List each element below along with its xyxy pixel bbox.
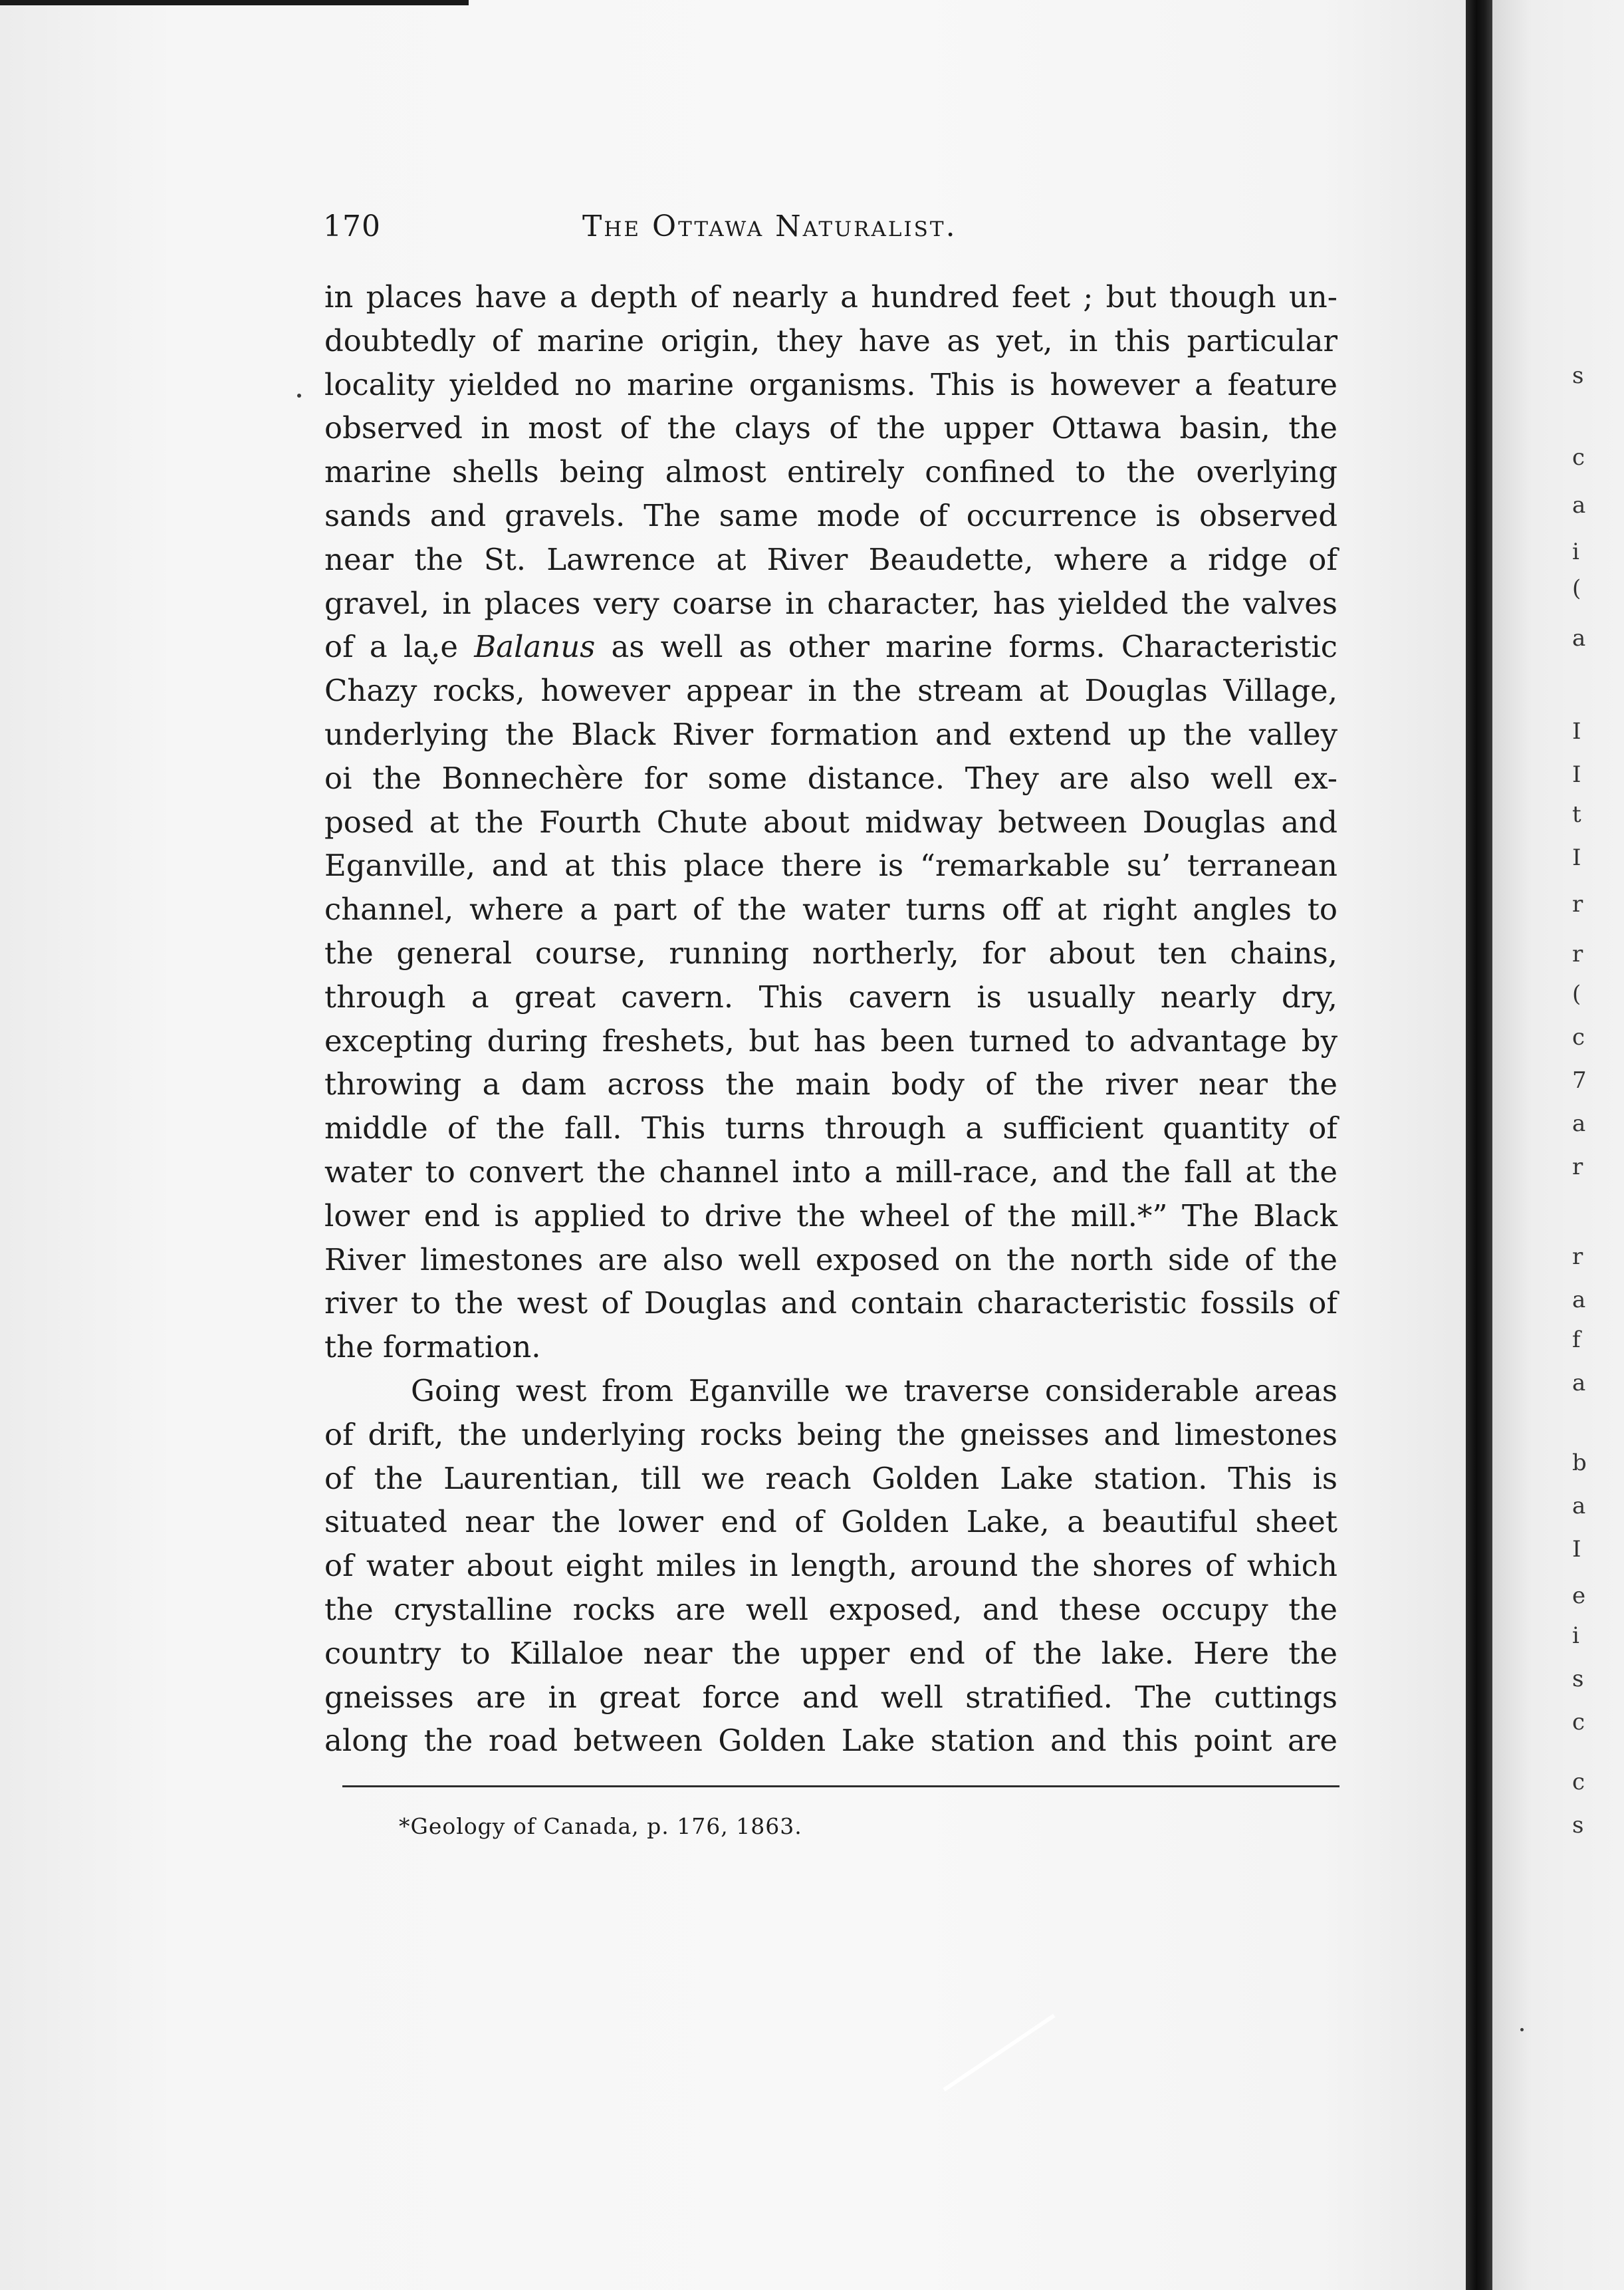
paragraph-2 xyxy=(324,1369,1337,1763)
footnote-rule xyxy=(342,1785,1339,1787)
text-line: the formation. xyxy=(324,1329,541,1365)
facing-page-letter: a xyxy=(1572,625,1586,652)
footnote: *Geology of Canada, p. 176, 1863. xyxy=(399,1813,802,1839)
text-line: in places have a depth of nearly a hundred feet ; but though un- xyxy=(324,279,1337,315)
text-line: gravel, in places very coarse in character, has yielded the valves xyxy=(324,585,1337,621)
facing-page-letter: s xyxy=(1572,1812,1584,1839)
text-line: sands and gravels. The same mode of occurrence is observed xyxy=(324,497,1337,533)
facing-page-letter: I xyxy=(1572,761,1581,788)
facing-page-letter: 7 xyxy=(1572,1067,1587,1094)
facing-page-fragments xyxy=(1572,0,1624,2290)
facing-page-letter: a xyxy=(1572,1287,1586,1313)
facing-page-letter: i xyxy=(1572,539,1579,565)
text-line: middle of the fall. This turns through a sufficient quantity of xyxy=(324,1110,1337,1146)
text-line: the general course, running northerly, for about ten chains, xyxy=(324,935,1337,971)
facing-page-letter: c xyxy=(1572,1769,1585,1795)
facing-page-letter: I xyxy=(1572,844,1581,871)
facing-page-letter: s xyxy=(1572,1666,1584,1692)
facing-page-letter: ( xyxy=(1572,575,1581,602)
facing-page-letter: a xyxy=(1572,1370,1586,1396)
text-line: river to the west of Douglas and contain characteristic fossils of xyxy=(324,1285,1337,1321)
text-line: Going west from Eganville we traverse considerable areas xyxy=(411,1372,1337,1408)
facing-page-letter: a xyxy=(1572,1110,1586,1137)
text-line: the crystalline rocks are well exposed, and these occupy the xyxy=(324,1591,1337,1627)
facing-page-letter: r xyxy=(1572,1243,1583,1270)
text-line: near the St. Lawrence at River Beaudette, where a ridge of xyxy=(324,541,1337,577)
facing-page-letter: c xyxy=(1572,444,1585,471)
text-line: underlying the Black River formation and extend up the valley xyxy=(324,716,1337,752)
text-line: posed at the Fourth Chute about midway between Douglas and xyxy=(324,804,1337,840)
facing-page-letter: ( xyxy=(1572,981,1581,1007)
body-text xyxy=(324,275,1337,1763)
facing-page-letter: r xyxy=(1572,1154,1583,1180)
text-fragment: as well as other marine forms. Characteristic xyxy=(595,629,1337,665)
text-line: gneisses are in great force and well stratified. The cuttings xyxy=(324,1679,1337,1715)
text-line: Chazy rocks, however appear in the stream at Douglas Village, xyxy=(324,673,1337,709)
facing-page-letter: a xyxy=(1572,492,1586,519)
facing-page-letter: r xyxy=(1572,891,1583,918)
text-line: channel, where a part of the water turns off at right angles to xyxy=(324,892,1337,928)
text-line: of the Laurentian, till we reach Golden Lake station. This is xyxy=(324,1460,1337,1496)
text-line: throwing a dam across the main body of the river near the xyxy=(324,1067,1337,1102)
text-line: through a great cavern. This cavern is usually nearly dry, xyxy=(324,979,1337,1015)
facing-page-letter: s xyxy=(1572,362,1584,389)
facing-page-letter: t xyxy=(1572,801,1581,828)
genus-name: Balanus xyxy=(474,629,596,665)
page-number: 170 xyxy=(323,209,381,243)
text-line: situated near the lower end of Golden Lake, a beautiful sheet xyxy=(324,1504,1337,1540)
facing-page-letter: e xyxy=(1572,1583,1586,1609)
facing-page-letter: a xyxy=(1572,1493,1586,1519)
text-line: of drift, the underlying rocks being the gneisses and limestones xyxy=(324,1416,1337,1452)
text-line: River limestones are also well exposed on the north side of the xyxy=(324,1241,1337,1277)
text-line: Eganville, and at this place there is “remarkable su’ terranean xyxy=(324,848,1337,884)
text-line: of water about eight miles in length, around the shores of which xyxy=(324,1548,1337,1584)
running-title: The Ottawa Naturalist. xyxy=(582,209,957,243)
facing-page-letter: r xyxy=(1572,941,1583,967)
facing-page-letter: b xyxy=(1572,1450,1587,1476)
margin-speck xyxy=(297,394,301,398)
scan-top-edge xyxy=(0,0,469,5)
text-line: locality yielded no marine organisms. This is however a feature xyxy=(324,366,1337,402)
text-line: excepting during freshets, but has been turned to advantage by xyxy=(324,1023,1337,1059)
text-line: country to Killaloe near the upper end of the lake. Here the xyxy=(324,1635,1337,1671)
text-line: oi the Bonnechère for some distance. They are also well ex- xyxy=(324,760,1337,796)
text-line: along the road between Golden Lake station and this point are xyxy=(324,1723,1337,1759)
book-gutter xyxy=(1466,0,1492,2290)
facing-page-letter: f xyxy=(1572,1327,1581,1353)
facing-page-letter: i xyxy=(1572,1622,1579,1649)
text-line: marine shells being almost entirely confined to the overlying xyxy=(324,454,1337,490)
text-line: observed in most of the clays of the upper Ottawa basin, the xyxy=(324,410,1337,446)
facing-page-letter: c xyxy=(1572,1709,1585,1735)
text-line-balanus xyxy=(324,625,1337,669)
margin-speck xyxy=(1520,2028,1524,2031)
facing-page-letter: I xyxy=(1572,1536,1581,1563)
text-line: doubtedly of marine origin, they have as yet, in this particular xyxy=(324,322,1337,358)
facing-page-letter: I xyxy=(1572,718,1581,745)
running-head xyxy=(323,209,1058,249)
text-line: water to convert the channel into a mill-race, and the fall at the xyxy=(324,1154,1337,1190)
text-line: lower end is applied to drive the wheel of the mill.*” The Black xyxy=(324,1198,1337,1233)
text-fragment: e xyxy=(440,629,475,665)
paragraph-1 xyxy=(324,275,1337,1369)
text-fragment: of a la. xyxy=(324,629,441,665)
facing-page-letter: c xyxy=(1572,1024,1585,1051)
